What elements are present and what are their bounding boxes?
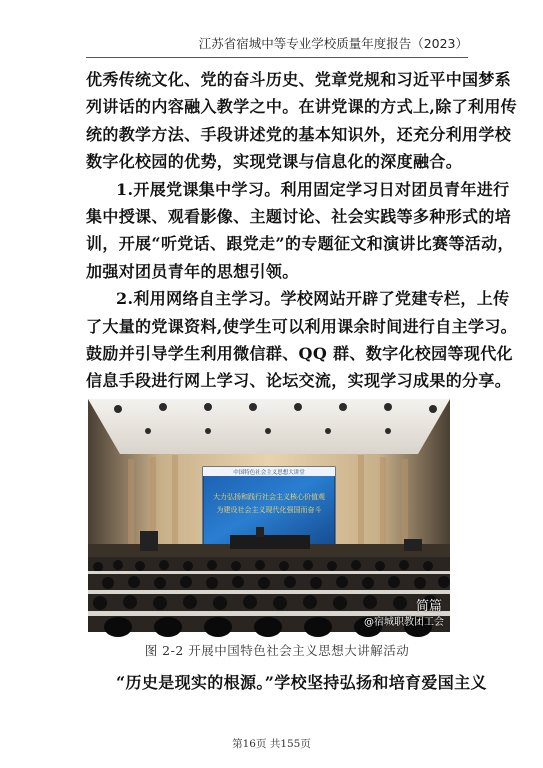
header-divider: [86, 57, 468, 58]
watermark-app: 简篇: [415, 599, 442, 614]
lecture-hall-photo: [88, 399, 450, 632]
paragraph-line: 1.开展党课集中学习。利用固定学习日对团员青年进行: [116, 179, 510, 199]
speaker-cabinet-left: [140, 531, 158, 551]
paragraph-line: 列讲话的内容融入教学之中。在讲党课的方式上,除了利用传: [86, 97, 518, 117]
paragraph-line: 数字化校园的优势，实现党课与信息化的深度融合。: [86, 152, 463, 172]
photo-illustration: [88, 399, 450, 632]
body-text: [86, 66, 518, 395]
paragraph-line: 信息手段进行网上学习、论坛交流，实现学习成果的分享。: [86, 371, 512, 391]
page-footer: 第16页 共155页: [232, 738, 311, 750]
paragraph-line: 2.利用网络自主学习。学校网站开辟了党建专栏，上传: [116, 289, 510, 309]
paragraph-line: 集中授课、观看影像、主题讨论、社会实践等多种形式的培: [86, 206, 512, 226]
speaker-cabinet-right: [404, 539, 422, 551]
watermark-org: @宿城职教团工会: [364, 617, 444, 628]
paragraph-line: 了大量的党课资料,使学生可以利用课余时间进行自主学习。: [86, 316, 518, 336]
screen-line-1: 大力弘扬和践行社会主义核心价值观: [213, 493, 325, 501]
paragraph-line: 统的教学方法、手段讲述党的基本知识外，还充分利用学校: [86, 124, 512, 144]
screen-line-2: 为建设社会主义现代化强国而奋斗: [216, 506, 322, 514]
page-header: 江苏省宿城中等专业学校质量年度报告（2023）: [198, 36, 468, 51]
figure-caption: 图 2-2 开展中国特色社会主义思想大讲解活动: [144, 643, 410, 658]
paragraph-line: 加强对团员青年的思想引领。: [86, 261, 299, 281]
podium-table: [230, 535, 310, 549]
paragraph-line: 优秀传统文化、党的奋斗历史、党章党规和习近平中国梦系: [86, 70, 512, 89]
paragraph-line: “历史是现实的根源。”学校坚持弘扬和培育爱国主义: [116, 673, 487, 692]
screen-title: 中国特色社会主义思想大讲堂: [233, 470, 305, 476]
speaker: [256, 527, 264, 537]
paragraph-line: 鼓励并引导学生利用微信群、QQ 群、数字化校园等现代化: [86, 343, 513, 363]
paragraph-line: 训，开展“听党话、跟党走”的专题征文和演讲比赛等活动，: [86, 234, 514, 254]
ceiling: [88, 399, 450, 454]
